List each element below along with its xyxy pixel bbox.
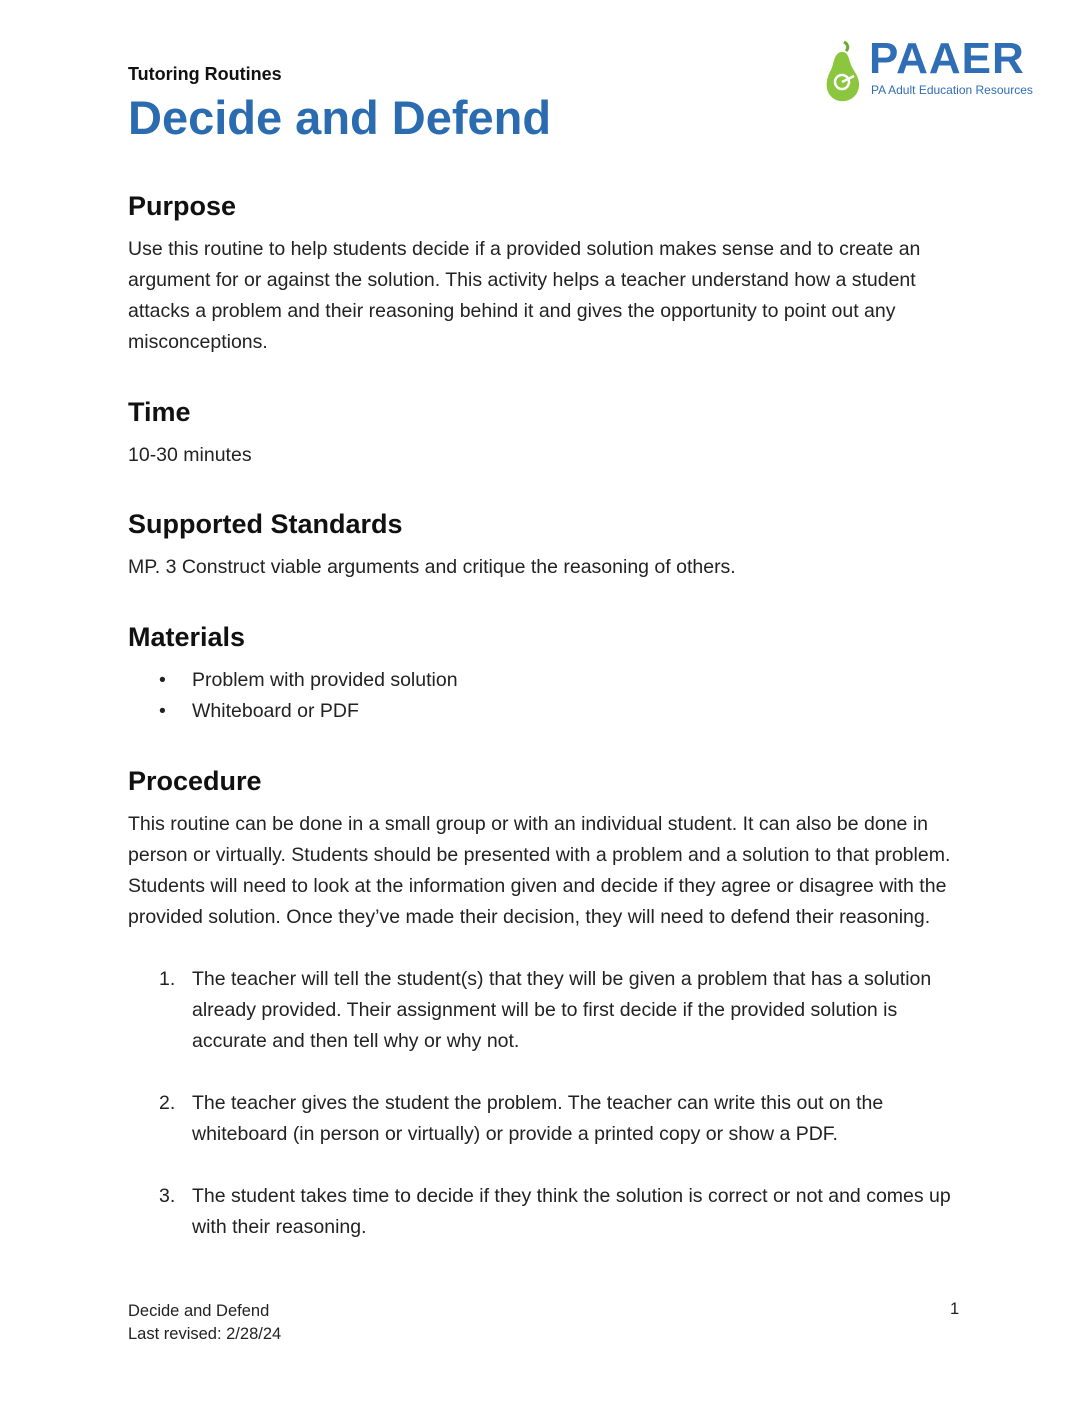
list-item xyxy=(128,665,968,696)
page-title: Decide and Defend xyxy=(128,91,552,144)
procedure-heading: Procedure xyxy=(128,766,262,796)
materials-list xyxy=(128,665,968,727)
step-number: 2. xyxy=(159,1092,176,1114)
purpose-heading: Purpose xyxy=(128,191,237,221)
bullet-icon: • xyxy=(159,669,166,691)
list-item xyxy=(128,1181,968,1243)
time-text: 10-30 minutes xyxy=(128,444,252,466)
step-number: 3. xyxy=(159,1185,176,1207)
step-number: 1. xyxy=(159,968,176,990)
list-item xyxy=(128,1088,968,1150)
standards-section xyxy=(128,506,968,583)
materials-item-label: Whiteboard or PDF xyxy=(192,700,359,722)
bullet-icon: • xyxy=(159,700,166,722)
materials-section xyxy=(128,619,968,727)
page-footer xyxy=(128,1300,281,1346)
footer-doc-name: Decide and Defend xyxy=(128,1302,270,1320)
procedure-steps xyxy=(128,964,968,1243)
logo-wordmark: PAAER xyxy=(869,34,1025,83)
footer-revised-date: Last revised: 2/28/24 xyxy=(128,1325,282,1343)
list-item xyxy=(128,964,968,1057)
time-heading: Time xyxy=(128,397,191,427)
materials-item-label: Problem with provided solution xyxy=(192,669,458,691)
procedure-section xyxy=(128,763,968,1274)
paaer-logo xyxy=(822,34,1033,104)
purpose-text: Use this routine to help students decide if a provided solution makes sense and to create an argument for or against the solution. This activity helps a teacher understand how a student attacks a problem and their reasoning behind it and gives the opportunity to point out any misconceptions. xyxy=(128,238,921,353)
step-text: The teacher will tell the student(s) that they will be given a problem that has a solution already provided. Their assignment will be to first decide if the provided solution is accurate and then tell why or why not. xyxy=(192,968,932,1052)
document-category: Tutoring Routines xyxy=(128,64,282,84)
time-section xyxy=(128,394,968,471)
standards-heading: Supported Standards xyxy=(128,509,403,539)
logo-subtitle: PA Adult Education Resources xyxy=(871,83,1033,97)
procedure-text: This routine can be done in a small group or with an individual student. It can also be done in person or virtually. Students should be presented with a problem and a solution to that problem. Students will need to look at the information given and decide if they agree or disagree with the provided solution. Once they’ve made their decision, they will need to defend their reasoning. xyxy=(128,813,951,928)
materials-heading: Materials xyxy=(128,622,246,652)
standards-text: MP. 3 Construct viable arguments and critique the reasoning of others. xyxy=(128,556,736,578)
step-text: The teacher gives the student the problem. The teacher can write this out on the whiteboard (in person or virtually) or provide a printed copy or show a PDF. xyxy=(192,1092,884,1145)
step-text: The student takes time to decide if they think the solution is correct or not and comes up with their reasoning. xyxy=(192,1185,951,1238)
purpose-section xyxy=(128,188,968,358)
list-item xyxy=(128,696,968,727)
page-number: 1 xyxy=(950,1300,960,1318)
pear-logo-icon xyxy=(822,40,862,104)
